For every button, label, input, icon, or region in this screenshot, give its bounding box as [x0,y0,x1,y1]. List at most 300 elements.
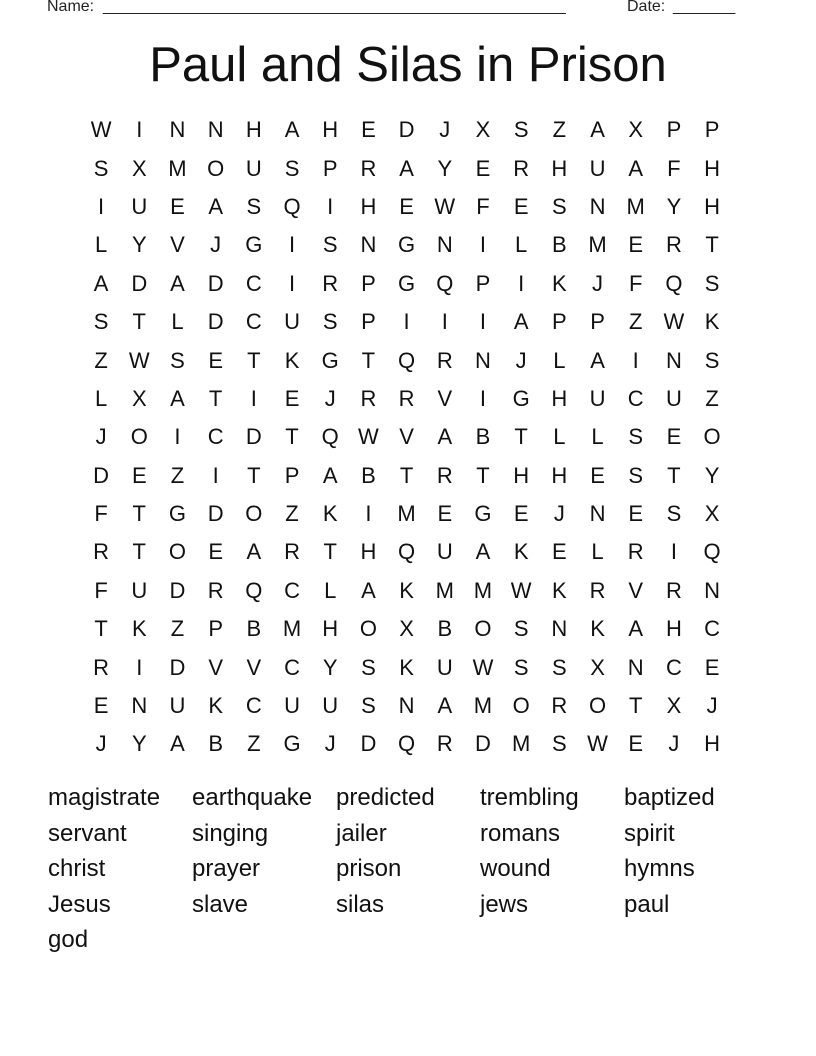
grid-letter: C [627,385,644,411]
grid-letter: W [128,347,150,373]
grid-letter: O [588,693,607,719]
grid-letter: N [398,693,415,719]
grid-letter: D [398,117,415,143]
grid-letter: S [552,731,567,757]
grid-letter: D [207,309,224,335]
word-list-item: Jesus [48,890,111,918]
grid-letter: Q [321,424,339,450]
grid-letter: R [513,155,530,181]
grid-letter: N [436,232,453,258]
grid-letter: R [551,693,568,719]
grid-letter: K [322,501,338,527]
grid-row [82,687,732,725]
grid-letter: G [168,501,187,527]
grid-letter: O [474,616,492,642]
grid-letter: N [704,577,721,603]
grid-letter: A [590,117,605,143]
grid-letter: C [665,654,682,680]
grid-letter: U [284,693,300,719]
word-list-item: predicted [336,784,435,811]
grid-letter: D [207,270,224,296]
grid-letter: D [360,731,377,757]
grid-letter: J [553,501,565,527]
grid-letter: I [518,270,525,296]
grid-letter: S [704,270,720,296]
grid-letter: J [95,731,107,757]
grid-letter: I [327,193,334,219]
grid-letter: M [168,155,187,181]
grid-letter: G [474,501,492,527]
word-list-item: earthquake [192,784,313,811]
grid-letter: S [361,693,376,719]
grid-letter: O [512,693,530,719]
grid-letter: X [131,155,147,181]
grid-letter: W [434,193,456,219]
grid-letter: S [552,654,567,680]
grid-letter: S [93,155,109,181]
grid-letter: G [398,270,416,296]
grid-letter: Q [398,347,416,373]
grid-letter: R [589,577,606,603]
grid-letter: G [321,347,339,373]
grid-letter: L [171,309,184,335]
grid-letter: S [170,347,185,373]
grid-letter: R [436,347,453,373]
word-list-item: prison [336,855,402,882]
grid-letter: A [170,270,185,296]
grid-letter: H [704,155,721,181]
grid-letter: E [628,731,644,757]
grid-letter: S [361,654,376,680]
grid-letter: A [590,347,605,373]
word-list-item: romans [480,819,561,847]
grid-letter: P [361,270,376,296]
grid-letter: R [93,654,110,680]
grid-letter: K [704,309,720,335]
date-blank-line: _______ [673,0,736,15]
grid-letter: Z [247,731,261,757]
grid-letter: M [473,693,493,719]
grid-letter: J [324,731,336,757]
grid-letter: U [589,155,606,181]
grid-letter: Q [398,731,416,757]
grid-letter: A [628,616,644,642]
grid-letter: B [246,616,262,642]
grid-letter: V [437,385,453,411]
grid-letter: C [704,616,721,642]
grid-letter: W [472,654,494,680]
grid-letter: R [665,577,682,603]
grid-letter: K [208,693,223,719]
grid-letter: M [511,731,531,757]
grid-letter: F [94,577,108,603]
grid-letter: A [399,155,414,181]
grid-letter: P [590,309,605,335]
grid-letter: I [632,347,639,373]
grid-letter: C [284,577,300,603]
grid-letter: Y [322,654,338,680]
grid-letter: S [284,155,300,181]
grid-letter: M [435,577,454,603]
grid-letter: H [665,616,682,642]
grid-letter: H [513,462,530,488]
word-list-item: christ [48,855,106,882]
grid-letter: S [513,616,529,642]
grid-letter: S [513,117,529,143]
grid-letter: E [628,501,644,527]
grid-letter: I [288,270,296,296]
grid-letter: S [628,462,644,488]
grid-letter: I [288,232,296,258]
grid-letter: U [589,385,606,411]
grid-letter: N [551,616,568,642]
grid-letter: M [473,577,493,603]
grid-row [82,149,732,187]
grid-letter: P [704,117,720,143]
grid-letter: L [591,539,604,565]
grid-letter: U [131,577,148,603]
grid-letter: S [322,232,338,258]
grid-letter: G [283,731,301,757]
grid-letter: J [95,424,107,450]
grid-letter: S [666,501,682,527]
grid-letter: W [587,731,608,757]
grid-letter: I [479,232,487,258]
grid-letter: B [475,424,491,450]
name-label: Name: [47,0,95,15]
grid-letter: I [441,309,448,335]
grid-letter: I [98,193,105,219]
grid-letter: S [628,424,644,450]
grid-letter: H [551,385,568,411]
grid-letter: B [208,731,223,757]
grid-letter: H [360,193,377,219]
grid-letter: C [245,693,262,719]
grid-letter: H [322,616,339,642]
grid-letter: E [666,424,682,450]
grid-letter: T [94,616,108,642]
grid-letter: R [360,385,377,411]
grid-letter: L [94,385,108,411]
grid-letter: S [246,193,262,219]
grid-letter: Q [245,577,263,603]
word-list-item: paul [624,890,670,918]
grid-letter: A [246,539,262,565]
grid-letter: W [358,424,379,450]
word-list-item: wound [480,855,551,882]
grid-letter: T [399,462,414,488]
grid-letter: I [212,462,219,488]
grid-letter: A [628,155,644,181]
grid-letter: K [590,616,605,642]
grid-letter: X [131,385,147,411]
grid-letter: U [436,654,453,680]
grid-letter: G [245,232,263,258]
grid-row [82,303,732,341]
grid-letter: Z [705,385,719,411]
grid-letter: U [131,193,148,219]
grid-letter: W [663,309,685,335]
grid-letter: E [131,462,147,488]
grid-row [82,226,732,264]
grid-row [82,572,732,610]
word-list-item: hymns [624,855,695,882]
grid-letter: Z [94,347,108,373]
grid-letter: K [513,539,529,565]
grid-letter: W [510,577,532,603]
page-title: Paul and Silas in Prison [149,38,667,92]
grid-letter: E [361,117,376,143]
grid-letter: U [169,693,186,719]
grid-letter: E [399,193,414,219]
grid-letter: Z [285,501,299,527]
grid-letter: R [322,270,339,296]
grid-letter: I [670,539,677,565]
grid-letter: X [399,616,414,642]
grid-letter: J [706,693,718,719]
grid-row [82,495,732,533]
word-list-item: spirit [624,819,675,847]
word-list-item: trembling [480,784,579,811]
grid-letter: E [437,501,453,527]
grid-letter: H [551,155,568,181]
grid-letter: I [479,309,487,335]
grid-letter: H [704,731,721,757]
grid-letter: R [207,577,224,603]
grid-letter: R [665,232,682,258]
grid-letter: T [476,462,490,488]
grid-letter: P [666,117,682,143]
word-list-item: baptized [624,784,715,811]
grid-letter: P [208,616,223,642]
grid-letter: J [592,270,604,296]
grid-letter: E [513,501,529,527]
grid-letter: K [399,577,414,603]
grid-letter: R [284,539,300,565]
grid-row [82,341,732,379]
grid-letter: I [174,424,181,450]
grid-letter: T [285,424,299,450]
grid-letter: S [704,347,720,373]
grid-row [82,380,732,418]
grid-letter: R [360,155,377,181]
grid-letter: S [322,309,338,335]
grid-letter: E [704,654,720,680]
grid-letter: Y [131,232,147,258]
grid-letter: L [515,232,528,258]
grid-letter: A [93,270,109,296]
grid-letter: Z [552,117,567,143]
grid-row [82,533,732,571]
grid-letter: X [475,117,491,143]
grid-letter: I [365,501,372,527]
grid-letter: T [667,462,681,488]
date-label: Date: [627,0,666,15]
grid-letter: E [170,193,185,219]
grid-letter: H [704,193,721,219]
name-blank-line: ____________________________________________________ [103,0,566,15]
grid-letter: A [170,731,185,757]
grid-letter: W [90,117,112,143]
grid-letter: O [207,155,225,181]
grid-letter: T [247,462,261,488]
grid-row [82,265,732,303]
grid-letter: A [170,385,185,411]
grid-letter: E [208,347,223,373]
grid-letter: T [247,347,261,373]
grid-letter: E [628,232,644,258]
grid-letter: F [476,193,490,219]
word-list-item: servant [48,819,127,847]
grid-letter: U [436,539,453,565]
grid-letter: O [245,501,263,527]
grid-letter: S [552,193,567,219]
grid-letter: Y [704,462,720,488]
grid-letter: F [667,155,681,181]
grid-letter: X [666,693,682,719]
grid-letter: R [436,462,453,488]
grid-letter: J [324,385,336,411]
grid-letter: T [132,309,146,335]
grid-letter: S [513,654,529,680]
grid-letter: C [207,424,224,450]
grid-letter: Q [665,270,683,296]
word-list-item: singing [192,819,269,847]
grid-letter: H [551,462,568,488]
grid-letter: G [398,232,416,258]
grid-letter: E [208,539,223,565]
grid-letter: N [207,117,224,143]
grid-letter: T [208,385,223,411]
word-list [48,780,768,958]
grid-letter: M [397,501,416,527]
grid-letter: U [322,693,339,719]
grid-letter: P [322,155,338,181]
grid-letter: C [245,309,262,335]
header [0,0,816,20]
word-list-item: prayer [192,855,261,882]
grid-letter: E [93,693,109,719]
grid-letter: I [136,117,143,143]
grid-letter: R [93,539,110,565]
grid-letter: X [704,501,720,527]
grid-letter: H [360,539,377,565]
grid-letter: E [475,155,491,181]
grid-letter: K [552,577,567,603]
grid-letter: K [284,347,300,373]
grid-letter: I [250,385,257,411]
grid-letter: Z [170,462,185,488]
grid-letter: T [132,539,146,565]
grid-letter: X [590,654,605,680]
word-list-item: slave [192,890,249,918]
grid-letter: K [131,616,147,642]
grid-letter: Y [666,193,682,219]
grid-letter: Y [437,155,453,181]
grid-letter: D [475,731,491,757]
grid-row [82,648,732,686]
grid-letter: N [627,654,644,680]
grid-letter: I [479,385,487,411]
grid-letter: P [475,270,491,296]
grid-letter: R [627,539,644,565]
grid-letter: X [628,117,644,143]
grid-letter: V [628,577,644,603]
grid-letter: E [513,193,529,219]
grid-letter: U [245,155,262,181]
grid-row [82,457,732,495]
grid-letter: T [514,424,528,450]
grid-letter: A [208,193,223,219]
grid-letter: N [589,193,606,219]
grid-letter: B [552,232,567,258]
grid-letter: N [169,117,186,143]
grid-letter: A [437,424,453,450]
grid-letter: U [665,385,682,411]
grid-letter: I [403,309,410,335]
grid-letter: D [131,270,148,296]
grid-letter: B [361,462,376,488]
grid-letter: H [245,117,262,143]
grid-letter: D [245,424,262,450]
grid-row [82,418,732,456]
grid-letter: N [131,693,148,719]
grid-letter: Z [628,309,643,335]
grid-letter: D [169,577,186,603]
grid-letter: U [284,309,300,335]
grid-letter: R [398,385,415,411]
grid-letter: O [703,424,721,450]
grid-letter: F [628,270,643,296]
grid-letter: E [590,462,605,488]
word-list-item: magistrate [48,784,161,811]
grid-letter: K [399,654,414,680]
grid-letter: L [94,232,108,258]
grid-row [82,725,732,763]
grid-letter: E [552,539,567,565]
grid-letter: A [475,539,491,565]
grid-letter: O [168,539,187,565]
grid-letter: M [588,232,607,258]
grid-letter: T [628,693,643,719]
grid-letter: D [207,501,224,527]
grid-letter: T [705,232,719,258]
grid-letter: C [245,270,262,296]
grid-letter: T [132,501,146,527]
grid-row [82,111,732,149]
grid-letter: G [512,385,530,411]
grid-letter: Z [170,616,185,642]
grid-letter: J [668,731,680,757]
grid-letter: K [552,270,567,296]
grid-letter: B [437,616,453,642]
grid-letter: L [553,347,566,373]
grid-letter: Q [283,193,301,219]
grid-letter: N [475,347,491,373]
grid-letter: V [170,232,185,258]
grid-letter: Q [703,539,721,565]
word-list-item: god [48,926,89,953]
word-list-item: jailer [336,819,387,847]
grid-letter: J [439,117,451,143]
grid-letter: O [359,616,377,642]
grid-letter: O [130,424,148,450]
grid-letter: N [360,232,377,258]
grid-letter: N [665,347,682,373]
grid-letter: F [94,501,108,527]
grid-letter: L [553,424,566,450]
grid-letter: V [246,654,262,680]
